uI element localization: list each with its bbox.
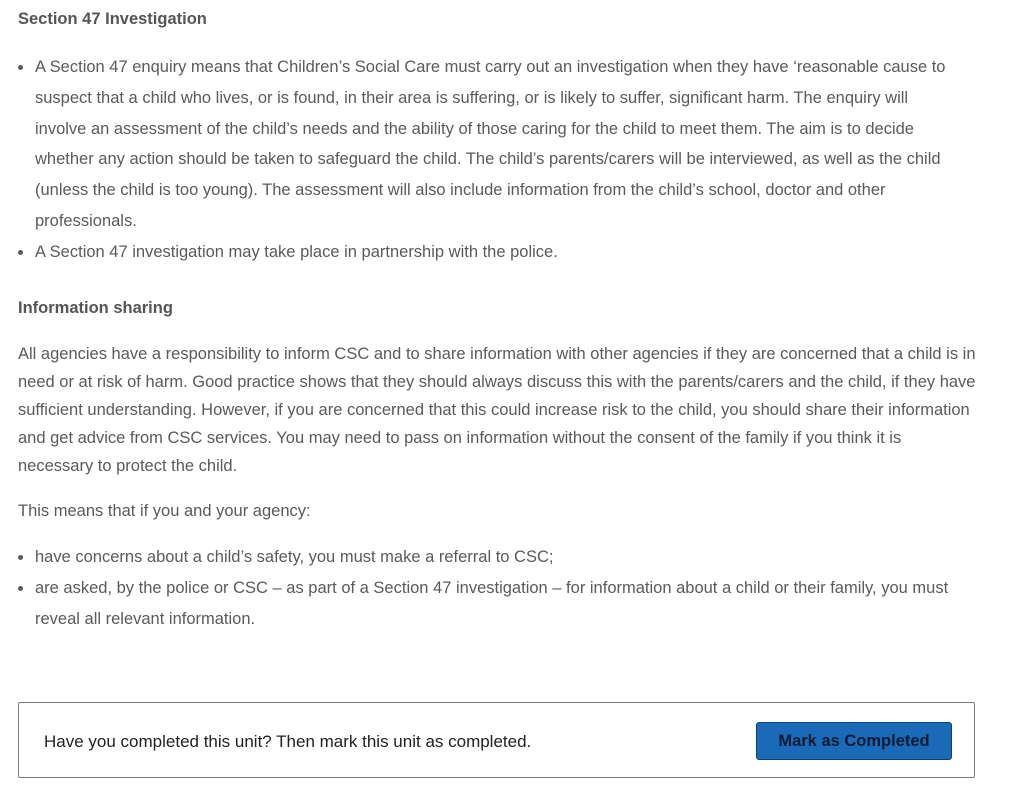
completion-panel: [18, 702, 975, 778]
agency-obligations-list: [18, 542, 976, 634]
agency-intro-text: This means that if you and your agency:: [18, 502, 311, 520]
mark-as-completed-button[interactable]: Mark as Completed: [756, 722, 952, 760]
list-item: are asked, by the police or CSC – as part of a Section 47 investigation – for information about a child or their family, you must reveal all relevant information.: [18, 573, 976, 635]
completion-prompt: Have you completed this unit? Then mark this unit as completed.: [44, 732, 532, 751]
section-47-list: [18, 52, 963, 268]
list-item: A Section 47 investigation may take place in partnership with the police.: [18, 237, 963, 268]
section-47-heading: Section 47 Investigation: [18, 10, 207, 28]
information-sharing-heading: Information sharing: [18, 299, 173, 317]
information-sharing-paragraph: All agencies have a responsibility to inform CSC and to share information with other agencies if they are concerned that a child is in need or at risk of harm. Good practice shows that they should always discuss this with the parents/carers and the child, if they have sufficient understanding. However, if you are concerned that this could increase risk to the child, you should share their information and get advice from CSC services. You may need to pass on information without the consent of the family if you think it is necessary to protect the child.: [18, 345, 976, 475]
list-item: have concerns about a child’s safety, you must make a referral to CSC;: [18, 542, 976, 573]
list-item: A Section 47 enquiry means that Children’s Social Care must carry out an investigation when they have ‘reasonable cause to suspect that a child who lives, or is found, in their area is suffering, or is likely to suffer, significant harm. The enquiry will involve an assessment of the child’s needs and the ability of those caring for the child to meet them. The aim is to decide whether any action should be taken to safeguard the child. The child’s parents/carers will be interviewed, as well as the child (unless the child is too young). The assessment will also include information from the child’s school, doctor and other professionals.: [18, 52, 963, 237]
